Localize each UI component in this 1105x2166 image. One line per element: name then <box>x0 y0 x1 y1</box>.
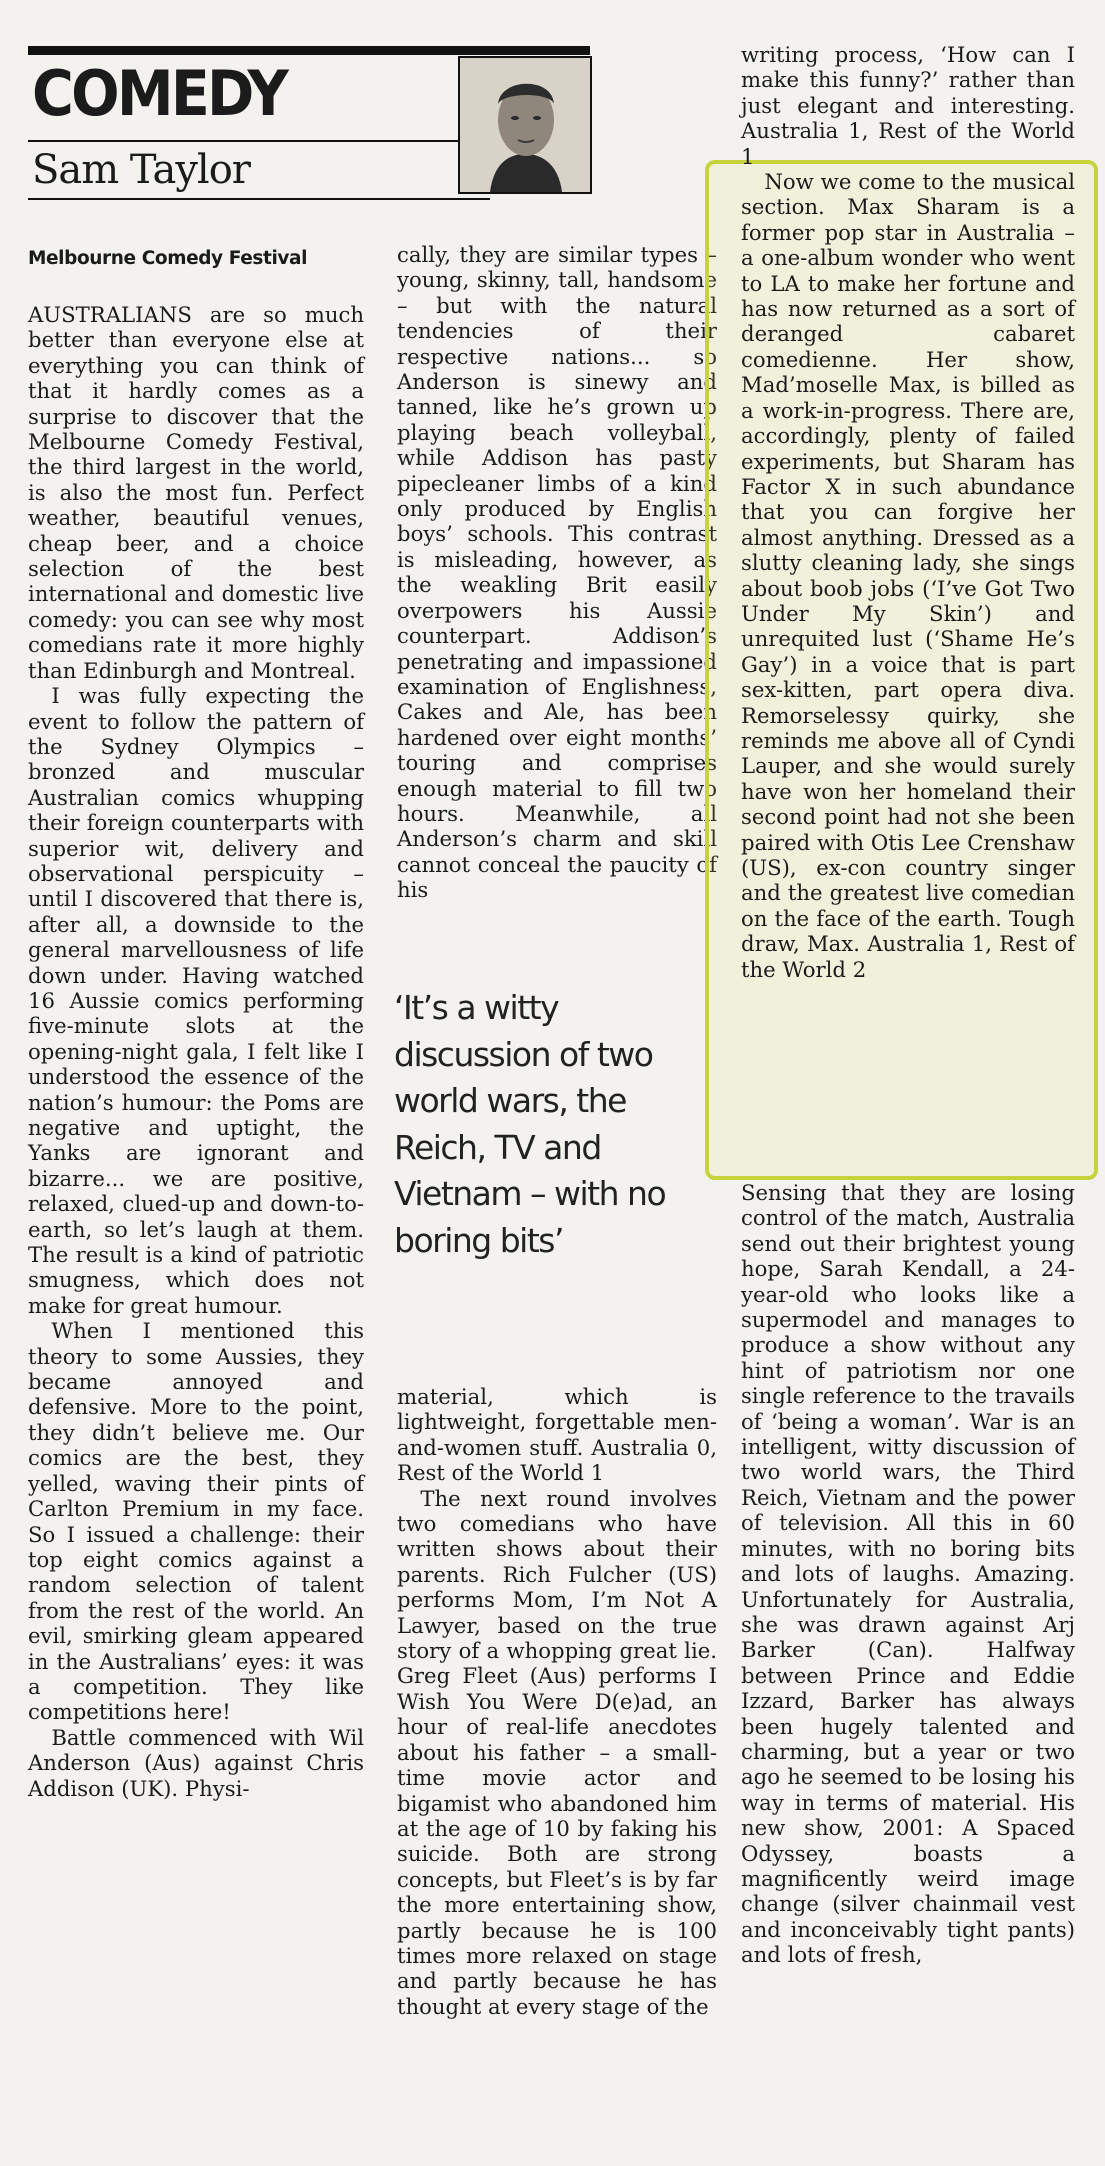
article-column-1 <box>28 302 364 1801</box>
paragraph: Battle commenced with Wil Anderson (Aus) against Chris Addison (UK). Physi- <box>28 1724 364 1801</box>
section-title: COMEDY <box>32 57 287 130</box>
paragraph: cally, they are similar types – young, skinny, tall, handsome – but with the natural tendencies of their respective nations... so Anderson is sinewy and tanned, like he’s grown up playing beach volleyball, while Addison has pasty pipecleaner limbs of a kind only produced by English boys’ schools. This contrast is misleading, however, as the weakling Brit easily overpowers his Aussie counterpart. Addison’s penetrating and impassioned examination of Englishness, Cakes and Ale, has been hardened over eight months’ touring and comprises enough material to fill two hours. Meanwhile, all Anderson’s charm and skill cannot conceal the paucity of his <box>397 242 717 903</box>
masthead-bottom-rule <box>28 198 490 200</box>
author-photo <box>458 56 592 194</box>
article-column-3-bottom <box>741 1180 1075 1968</box>
paragraph: material, which is lightweight, forgettable men-and-women stuff. Australia 0, Rest of the World 1 <box>397 1384 717 1486</box>
masthead-rule <box>28 140 468 142</box>
pull-quote: ‘It’s a witty discussion of two world wars, the Reich, TV and Vietnam – with no boring bits’ <box>394 988 666 1260</box>
paragraph: I was fully expecting the event to follow the pattern of the Sydney Olympics – bronzed and muscular Australian comics whupping their foreign counterparts with superior wit, delivery and observational perspicuity – until I discovered that there is, after all, a downside to the general marvellousness of life down under. Having watched 16 Aussie comics performing five-minute slots at the opening-night gala, I felt like I understood the essence of the nation’s humour: the Poms are negative and uptight, the Yanks are ignorant and bizarre... we are positive, relaxed, clued-up and down-to-earth, so let’s laugh at them. The result is a kind of patriotic smugness, which does not make for great humour. <box>28 683 364 1318</box>
paragraph: Now we come to the musical section. Max Sharam is a former pop star in Australia – a one-album wonder who went to LA to make her fortune and has now returned as a sort of deranged cabaret comedienne. Her show, Mad’moselle Max, is billed as a work-in-progress. There are, accordingly, plenty of failed experiments, but Sharam has Factor X in such abundance that you can forgive her almost anything. Dressed as a slutty cleaning lady, she sings about boob jobs (‘I’ve Got Two Under My Skin’) and unrequited lust (‘Shame He’s Gay’) in a voice that is part sex-kitten, part opera diva. Remorselessy quirky, she reminds me above all of Cyndi Lauper, and she would surely have won her homeland their second point had not she been paired with Otis Lee Crenshaw (US), ex-con country singer and the greatest live comedian on the face of the earth. Tough draw, Max. Australia 1, Rest of the World 2 <box>741 169 1075 982</box>
article-column-2-top <box>397 242 717 903</box>
paragraph: When I mentioned this theory to some Aussies, they became annoyed and defensive. More to the point, they didn’t believe me. Our comics are the best, they yelled, waving their pints of Carlton Premium in my face. So I issued a challenge: their top eight comics against a random selection of talent from the rest of the world. An evil, smirking gleam appeared in the Australians’ eyes: it was a competition. They like competitions here! <box>28 1318 364 1725</box>
paragraph: The next round involves two comedians who have written shows about their parents. Rich Fulcher (US) performs Mom, I’m Not A Lawyer, based on the true story of a whopping great lie. Greg Fleet (Aus) performs I Wish You Were D(e)ad, an hour of real-life anecdotes about his father – a small-time movie actor and bigamist who abandoned him at the age of 10 by faking his suicide. Both are strong concepts, but Fleet’s is by far the more entertaining show, partly because he is 100 times more relaxed on stage and partly because he has thought at every stage of the <box>397 1485 717 2019</box>
paragraph: Sensing that they are losing control of the match, Australia send out their brightest young hope, Sarah Kendall, a 24-year-old who looks like a supermodel and manages to produce a show without any hint of patriotism nor one single reference to the travails of ‘being a woman’. War is an intelligent, witty discussion of two world wars, the Third Reich, Vietnam and the power of television. All this in 60 minutes, with no boring bits and lots of laughs. Amazing. Unfortunately for Australia, she was drawn against Arj Barker (Can). Halfway between Prince and Eddie Izzard, Barker has always been hugely talented and charming, but a year or two ago he seemed to be losing his way in terms of material. His new show, 2001: A Spaced Odyssey, boasts a magnificently weird image change (silver chainmail vest and inconceivably tight pants) and lots of fresh, <box>741 1180 1075 1968</box>
article-kicker: Melbourne Comedy Festival <box>28 248 308 269</box>
paragraph: AUSTRALIANS are so much better than everyone else at everything you can think of that it hardly comes as a surprise to discover that the Melbourne Comedy Festival, the third largest in the world, is also the most fun. Perfect weather, beautiful venues, cheap beer, and a choice selection of the best international and domestic live comedy: you can see why most comedians rate it more highly than Edinburgh and Montreal. <box>28 302 364 683</box>
paragraph: writing process, ‘How can I make this funny?’ rather than just elegant and interesting. Australia 1, Rest of the World 1 <box>741 42 1075 169</box>
author-byline: Sam Taylor <box>32 147 250 193</box>
article-column-2-bottom <box>397 1384 717 2019</box>
author-portrait-image <box>460 58 590 192</box>
article-column-3-top <box>741 42 1075 982</box>
